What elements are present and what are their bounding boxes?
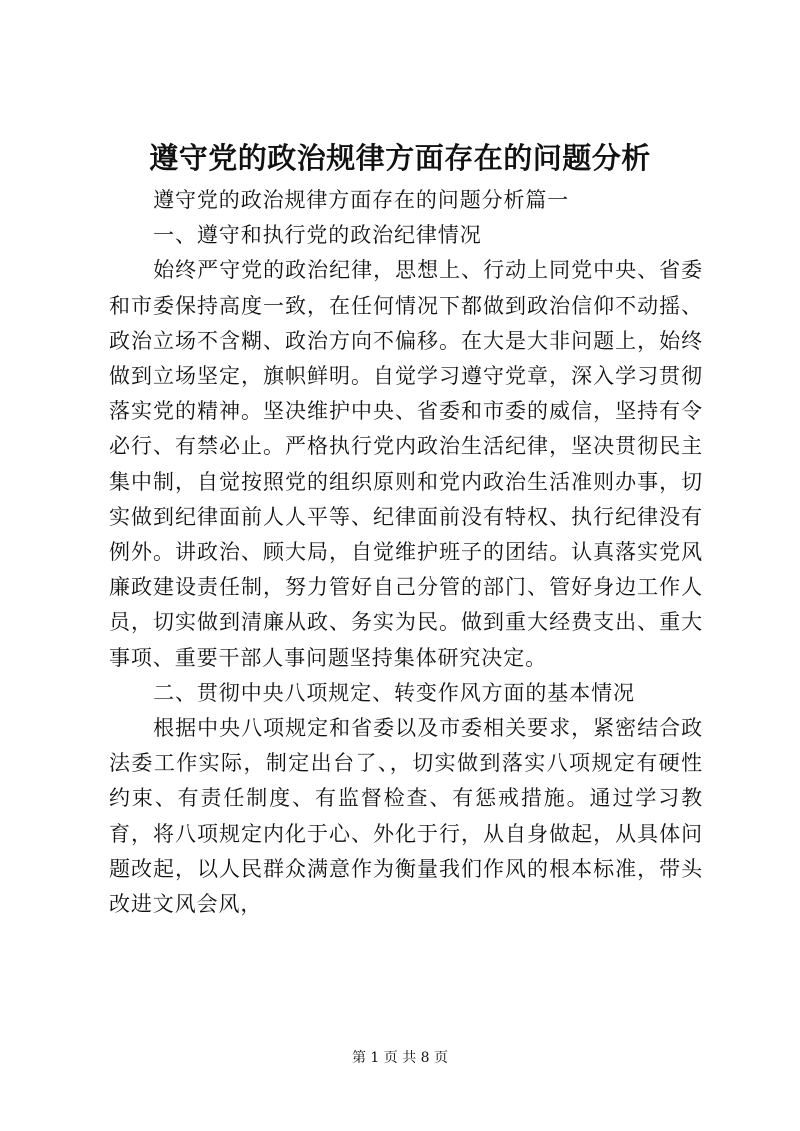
section-heading-1: 一、遵守和执行党的政治纪律情况 bbox=[153, 223, 482, 248]
body-paragraph-2: 根据中央八项规定和省委以及市委相关要求，紧密结合政法委工作实际，制定出台了、，切实做到落实八项规定有硬性约束、有责任制度、有监督检查、有惩戒措施。通过学习教育，将八项规定内化于心、外化于行，从自身做起，从具体问题改起，以人民群众满意作为衡量我们作风的根本标准，带头改进文风会风， bbox=[109, 716, 703, 917]
body-paragraph-1: 始终严守党的政治纪律，思想上、行动上同党中央、省委和市委保持高度一致，在任何情况下都做到政治信仰不动摇、政治立场不含糊、政治方向不偏移。在大是大非问题上，始终做到立场坚定，旗帜鲜明。自觉学习遵守党章，深入学习贯彻落实党的精神。坚决维护中央、省委和市委的威信，坚持有令必行、有禁必止。严格执行党内政治生活纪律，坚决贯彻民主集中制，自觉按照党的组织原则和党内政治生活准则办事，切实做到纪律面前人人平等、纪律面前没有特权、执行纪律没有例外。讲政治、顾大局，自觉维护班子的团结。认真落实党风廉政建设责任制，努力管好自己分管的部门、管好身边工作人员，切实做到清廉从政、务实为民。做到重大经费支出、重大事项、重要干部人事问题坚持集体研究决定。 bbox=[109, 258, 703, 670]
document-title: 遵守党的政治规律方面存在的问题分析 bbox=[149, 141, 651, 175]
document-body bbox=[109, 183, 703, 922]
subtitle-paragraph: 遵守党的政治规律方面存在的问题分析篇一 bbox=[153, 188, 570, 212]
section-heading-2: 二、贯彻中央八项规定、转变作风方面的基本情况 bbox=[153, 680, 635, 705]
page-footer: 第 1 页 共 8 页 bbox=[351, 1050, 449, 1066]
